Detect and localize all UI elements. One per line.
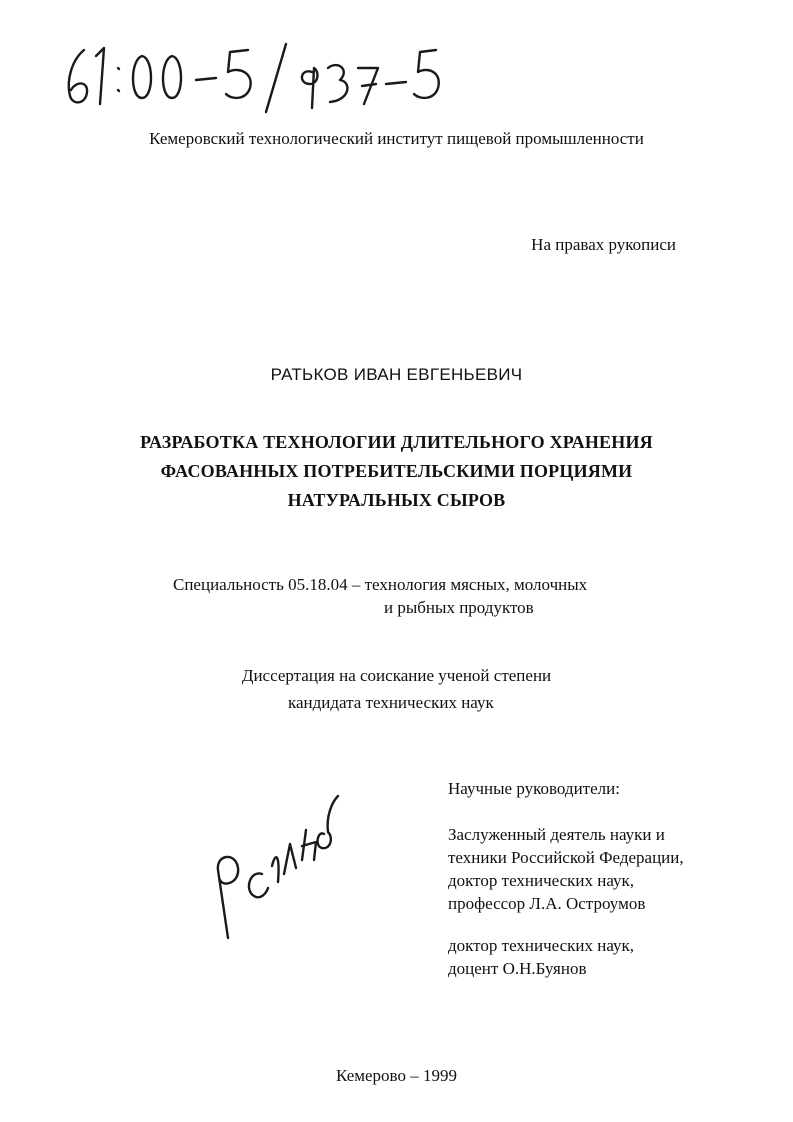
title-line-2: ФАСОВАННЫХ ПОТРЕБИТЕЛЬСКИМИ ПОРЦИЯМИ [160, 461, 633, 481]
title-line-3: НАТУРАЛЬНЫХ СЫРОВ [287, 490, 506, 510]
supervisor-2-line-1: доктор технических наук, [448, 936, 635, 955]
degree-line-1: Диссертация на соискание ученой степени [241, 666, 552, 685]
degree-line-2: кандидата технических наук [288, 693, 494, 712]
footer-city-year: Кемерово – 1999 [336, 1066, 457, 1085]
handwritten-signature [210, 790, 350, 940]
supervisor-2-line-2: доцент О.Н.Буянов [448, 959, 587, 978]
rights-note: На правах рукописи [531, 235, 676, 254]
specialty-line-1: Специальность 05.18.04 – технология мясных, молочных [173, 575, 588, 594]
specialty-line-2: и рыбных продуктов [384, 598, 534, 617]
supervisor-1-line-2: техники Российской Федерации, [448, 848, 684, 867]
institute-name: Кемеровский технологический институт пищевой промышленности [149, 129, 644, 148]
supervisor-1-line-1: Заслуженный деятель науки и [448, 825, 665, 844]
supervisor-1-line-3: доктор технических наук, [448, 871, 635, 890]
author-name: РАТЬКОВ ИВАН ЕВГЕНЬЕВИЧ [270, 365, 523, 384]
title-line-1: РАЗРАБОТКА ТЕХНОЛОГИИ ДЛИТЕЛЬНОГО ХРАНЕНИЯ [140, 432, 653, 452]
supervisor-1-line-4: профессор Л.А. Остроумов [448, 894, 646, 913]
handwritten-catalog-code [60, 38, 440, 118]
supervisors-heading: Научные руководители: [448, 779, 620, 798]
